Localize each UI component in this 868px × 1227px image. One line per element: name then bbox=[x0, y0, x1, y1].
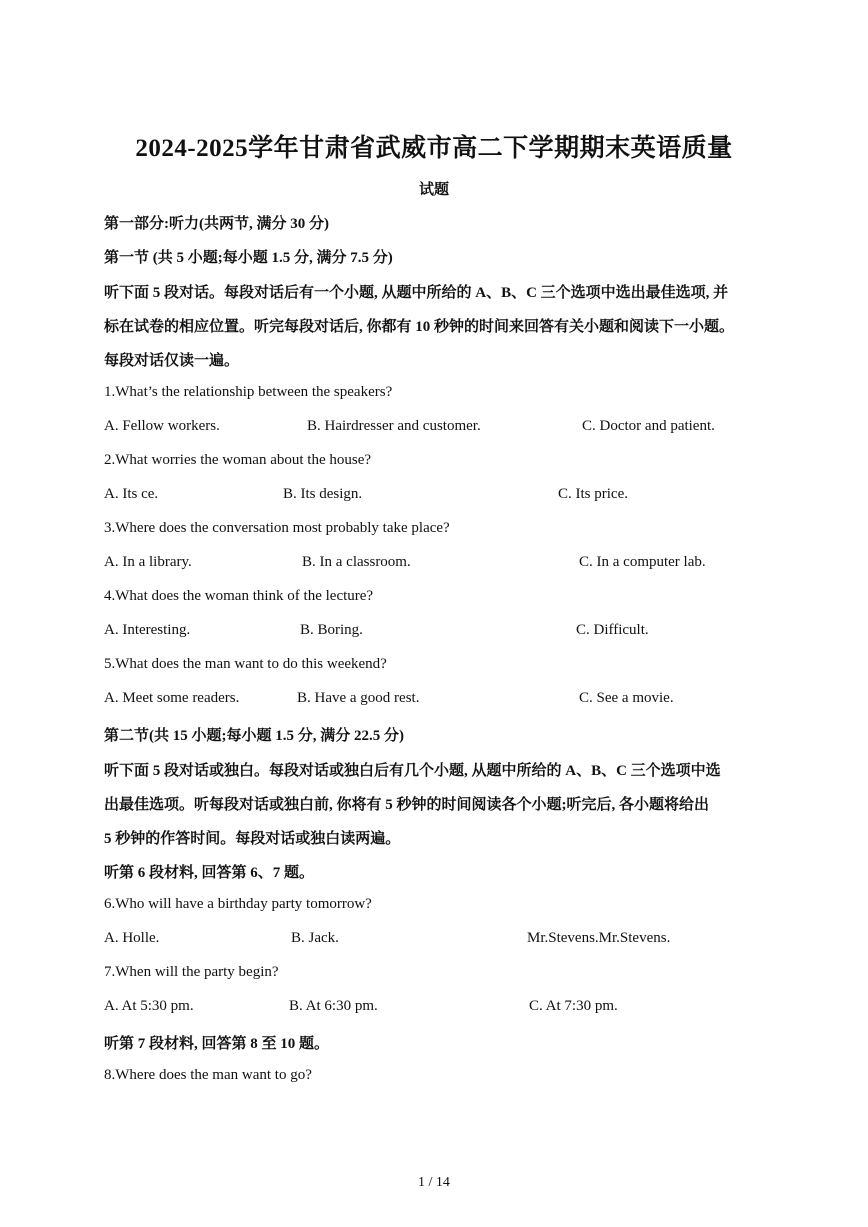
section2-heading: 第二节(共 15 小题;每小题 1.5 分, 满分 22.5 分) bbox=[104, 728, 404, 744]
question-text: 3.Where does the conversation most probably take place? bbox=[104, 520, 450, 536]
question-text: 2.What worries the woman about the house? bbox=[104, 452, 372, 468]
option-a: A. Interesting. bbox=[104, 622, 191, 638]
option-a: A. Fellow workers. bbox=[104, 418, 220, 434]
option-c: C. At 7:30 pm. bbox=[529, 998, 618, 1014]
part1-heading: 第一部分:听力(共两节, 满分 30 分) bbox=[104, 216, 329, 232]
question-text: 4.What does the woman think of the lecture? bbox=[104, 588, 374, 604]
option-b: B. Have a good rest. bbox=[297, 690, 420, 706]
question-text: 1.What’s the relationship between the speakers? bbox=[104, 384, 393, 400]
page-title: 2024-2025学年甘肃省武威市高二下学期期末英语质量 bbox=[135, 135, 733, 162]
option-a: A. In a library. bbox=[104, 554, 192, 570]
option-b: B. Boring. bbox=[300, 622, 363, 638]
option-a: A. Meet some readers. bbox=[104, 690, 240, 706]
material-heading: 听第 6 段材料, 回答第 6、7 题。 bbox=[104, 865, 315, 881]
option-b: B. In a classroom. bbox=[302, 554, 411, 570]
instruction-line: 标在试卷的相应位置。听完每段对话后, 你都有 10 秒钟的时间来回答有关小题和阅读下一小题。 bbox=[104, 319, 735, 335]
question-text: 6.Who will have a birthday party tomorrow? bbox=[104, 896, 372, 912]
page-subtitle: 试题 bbox=[418, 182, 449, 198]
material-heading: 听第 7 段材料, 回答第 8 至 10 题。 bbox=[104, 1036, 330, 1052]
question-text: 8.Where does the man want to go? bbox=[104, 1067, 312, 1083]
option-a: A. Its ce. bbox=[104, 486, 159, 502]
option-c: C. In a computer lab. bbox=[579, 554, 706, 570]
option-a: A. At 5:30 pm. bbox=[104, 998, 194, 1014]
option-b: B. Jack. bbox=[291, 930, 339, 946]
question-text: 5.What does the man want to do this weekend? bbox=[104, 656, 387, 672]
instruction-line: 出最佳选项。听每段对话或独白前, 你将有 5 秒钟的时间阅读各个小题;听完后, 各小题将给出 bbox=[104, 797, 709, 813]
instruction-line: 听下面 5 段对话。每段对话后有一个小题, 从题中所给的 A、B、C 三个选项中选出最佳选项, 并 bbox=[104, 285, 729, 301]
question-text: 7.When will the party begin? bbox=[104, 964, 279, 980]
option-c: C. Its price. bbox=[558, 486, 628, 502]
instruction-line: 5 秒钟的作答时间。每段对话或独白读两遍。 bbox=[104, 831, 401, 847]
option-c: C. See a movie. bbox=[579, 690, 674, 706]
option-b: B. Its design. bbox=[283, 486, 363, 502]
option-c: C. Doctor and patient. bbox=[582, 418, 715, 434]
page-number: 1 / 14 bbox=[418, 1175, 450, 1190]
section1-heading: 第一节 (共 5 小题;每小题 1.5 分, 满分 7.5 分) bbox=[104, 250, 393, 266]
option-b: B. At 6:30 pm. bbox=[289, 998, 378, 1014]
option-a: A. Holle. bbox=[104, 930, 160, 946]
option-c: Mr.Stevens.Mr.Stevens. bbox=[527, 930, 671, 946]
instruction-line: 每段对话仅读一遍。 bbox=[104, 353, 240, 369]
option-c: C. Difficult. bbox=[576, 622, 649, 638]
instruction-line: 听下面 5 段对话或独白。每段对话或独白后有几个小题, 从题中所给的 A、B、C 三个选项中选 bbox=[104, 763, 721, 779]
option-b: B. Hairdresser and customer. bbox=[307, 418, 481, 434]
